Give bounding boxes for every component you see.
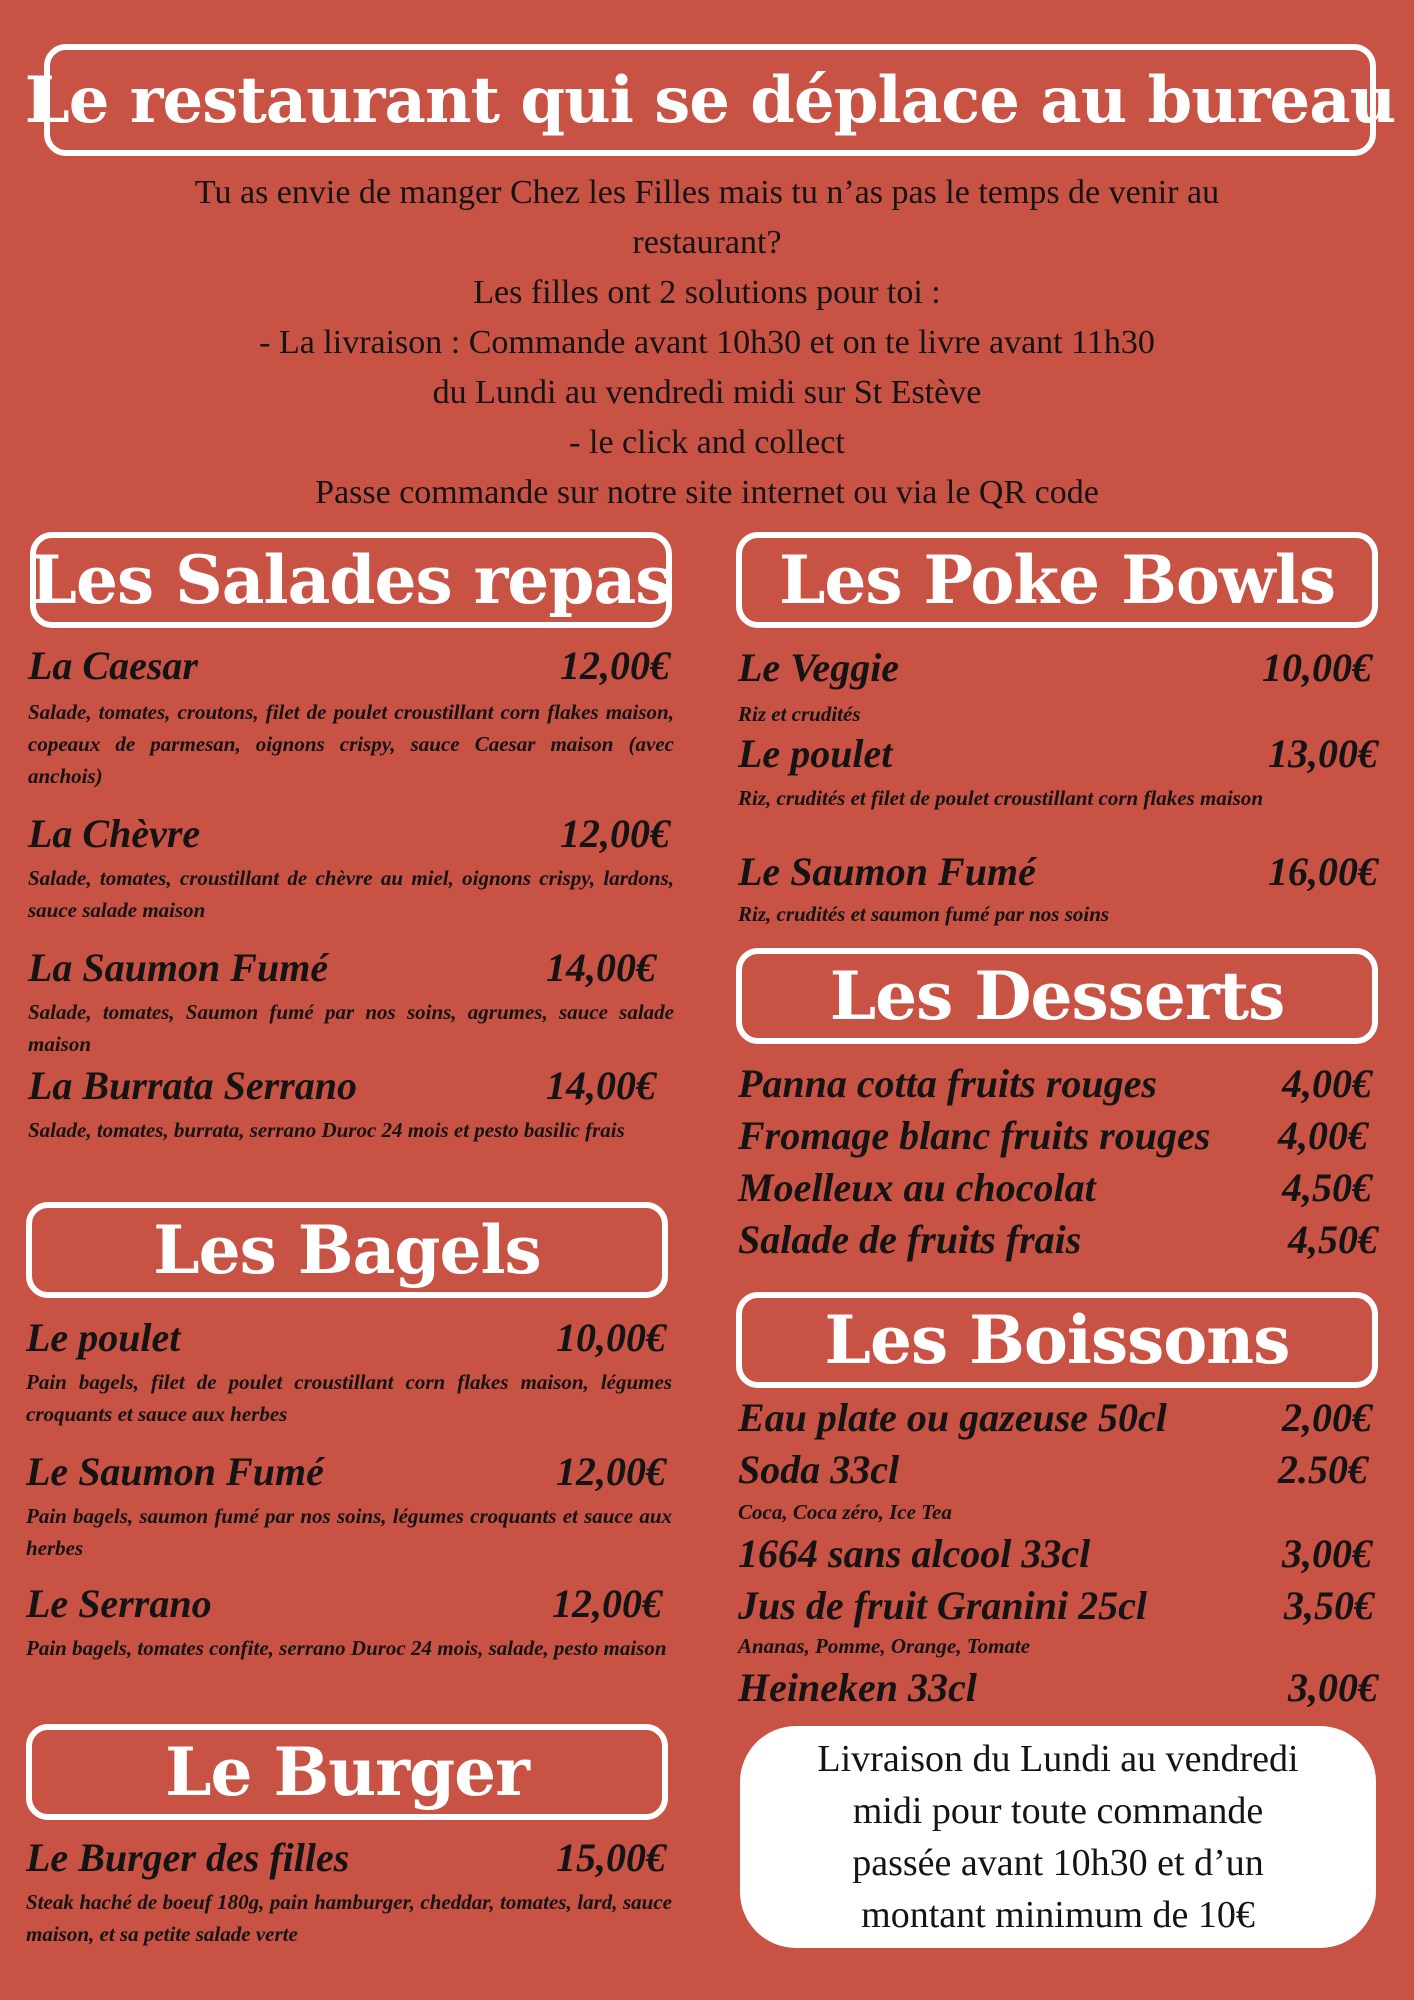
poke-poulet-price: 13,00€ <box>1268 731 1378 776</box>
bagel-poulet-price: 10,00€ <box>556 1315 666 1360</box>
salades-title: Les Salades repas <box>30 541 672 619</box>
poke-title: Les Poke Bowls <box>779 541 1335 619</box>
salade-chevre-desc: Salade, tomates, croustillant de chèvre au miel, oignons crispy, lardons, sauce salade maison <box>28 866 674 922</box>
salade-chevre-price: 12,00€ <box>560 811 670 856</box>
bagels-title: Les Bagels <box>153 1211 541 1289</box>
delivery-note-line: Livraison du Lundi au vendredi <box>817 1738 1299 1780</box>
dessert-panna-name: Panna cotta fruits rouges <box>738 1061 1157 1106</box>
boisson-heineken-price: 3,00€ <box>1288 1665 1378 1710</box>
intro-line: du Lundi au vendredi midi sur St Estève <box>432 374 982 411</box>
boisson-1664-price: 3,00€ <box>1282 1531 1372 1576</box>
bagels-section-title <box>26 1202 668 1298</box>
burger-section-title <box>26 1724 668 1820</box>
bagel-saumon-desc: Pain bagels, saumon fumé par nos soins, légumes croquants et sauce aux herbes <box>26 1504 672 1560</box>
poke-veggie-name: Le Veggie <box>738 645 900 690</box>
delivery-note-line: passée avant 10h30 et d’un <box>852 1842 1264 1884</box>
dessert-fromage-price: 4,00€ <box>1278 1113 1368 1158</box>
poke-veggie-price: 10,00€ <box>1262 645 1372 690</box>
boisson-jus-price: 3,50€ <box>1284 1583 1374 1628</box>
bagel-poulet-name: Le poulet <box>26 1315 181 1360</box>
intro-text <box>40 168 1374 518</box>
bagel-serrano-price: 12,00€ <box>552 1581 662 1626</box>
desserts-section-title <box>736 948 1378 1044</box>
boissons-title: Les Boissons <box>824 1301 1290 1379</box>
salade-caesar-price: 12,00€ <box>560 643 670 688</box>
bagel-saumon-price: 12,00€ <box>556 1449 666 1494</box>
dessert-salade-price: 4,50€ <box>1288 1217 1378 1262</box>
burger-desc: Steak haché de boeuf 180g, pain hamburger, cheddar, tomates, lard, sauce maison, et sa petite salade verte <box>26 1890 672 1946</box>
dessert-moelleux-name: Moelleux au chocolat <box>738 1165 1096 1210</box>
page-title-frame <box>24 44 1396 156</box>
dessert-fromage-name: Fromage blanc fruits rouges <box>738 1113 1211 1158</box>
poke-poulet-desc: Riz, crudités et filet de poulet croustillant corn flakes maison <box>738 786 1264 810</box>
boisson-soda-desc: Coca, Coca zéro, Ice Tea <box>738 1500 952 1524</box>
bagel-serrano-desc: Pain bagels, tomates confite, serrano Duroc 24 mois, salade, pesto maison <box>26 1636 667 1660</box>
salade-burrata-name: La Burrata Serrano <box>28 1063 357 1108</box>
boisson-soda-name: Soda 33cl <box>738 1447 900 1492</box>
poke-poulet-name: Le poulet <box>738 731 893 776</box>
salade-saumon-name: La Saumon Fumé <box>28 945 329 990</box>
bagel-saumon-name: Le Saumon Fumé <box>26 1449 324 1494</box>
intro-line: Passe commande sur notre site internet ou via le QR code <box>315 474 1099 511</box>
intro-line: Les filles ont 2 solutions pour toi : <box>473 274 941 311</box>
boisson-eau-price: 2,00€ <box>1282 1395 1372 1440</box>
poke-section-title <box>736 532 1378 628</box>
intro-line: restaurant? <box>632 224 782 261</box>
boisson-jus-name: Jus de fruit Granini 25cl <box>738 1583 1147 1628</box>
salades-section-title <box>30 532 672 628</box>
intro-line: Tu as envie de manger Chez les Filles mais tu n’as pas le temps de venir au <box>194 174 1220 211</box>
boisson-jus-desc: Ananas, Pomme, Orange, Tomate <box>738 1634 1031 1658</box>
dessert-moelleux-price: 4,50€ <box>1282 1165 1372 1210</box>
dessert-salade-name: Salade de fruits frais <box>738 1217 1082 1262</box>
salade-caesar-desc: Salade, tomates, croutons, filet de poulet croustillant corn flakes maison, copeaux de parmesan, oignons crispy, sauce Caesar maison (avec anchois) <box>28 700 674 788</box>
dessert-panna-price: 4,00€ <box>1282 1061 1372 1106</box>
boissons-section-title <box>736 1292 1378 1388</box>
salade-saumon-desc: Salade, tomates, Saumon fumé par nos soins, agrumes, sauce salade maison <box>28 1000 674 1056</box>
poke-veggie-desc: Riz et crudités <box>738 702 861 726</box>
boisson-heineken-name: Heineken 33cl <box>738 1665 977 1710</box>
boisson-1664-name: 1664 sans alcool 33cl <box>738 1531 1091 1576</box>
delivery-note <box>740 1726 1376 1948</box>
burger-name: Le Burger des filles <box>26 1835 350 1880</box>
page-title: Le restaurant qui se déplace au bureau <box>24 62 1396 138</box>
salade-chevre-name: La Chèvre <box>28 811 201 856</box>
burger-title: Le Burger <box>165 1733 529 1811</box>
delivery-note-line: midi pour toute commande <box>852 1790 1264 1832</box>
desserts-title: Les Desserts <box>829 957 1285 1035</box>
burger-price: 15,00€ <box>556 1835 666 1880</box>
salade-saumon-price: 14,00€ <box>546 945 656 990</box>
delivery-note-line: montant minimum de 10€ <box>861 1894 1255 1936</box>
poke-saumon-price: 16,00€ <box>1268 849 1378 894</box>
boisson-eau-name: Eau plate ou gazeuse 50cl <box>738 1395 1167 1440</box>
poke-saumon-desc: Riz, crudités et saumon fumé par nos soins <box>738 902 1110 926</box>
boisson-soda-price: 2.50€ <box>1278 1447 1368 1492</box>
bagel-serrano-name: Le Serrano <box>26 1581 212 1626</box>
bagel-poulet-desc: Pain bagels, filet de poulet croustillant corn flakes maison, légumes croquants et sauce aux herbes <box>26 1370 672 1426</box>
salade-burrata-price: 14,00€ <box>546 1063 656 1108</box>
salade-caesar-name: La Caesar <box>28 643 198 688</box>
intro-line: - La livraison : Commande avant 10h30 et on te livre avant 11h30 <box>259 324 1155 361</box>
poke-saumon-name: Le Saumon Fumé <box>738 849 1036 894</box>
intro-line: - le click and collect <box>569 424 845 461</box>
salade-burrata-desc: Salade, tomates, burrata, serrano Duroc 24 mois et pesto basilic frais <box>28 1118 625 1142</box>
